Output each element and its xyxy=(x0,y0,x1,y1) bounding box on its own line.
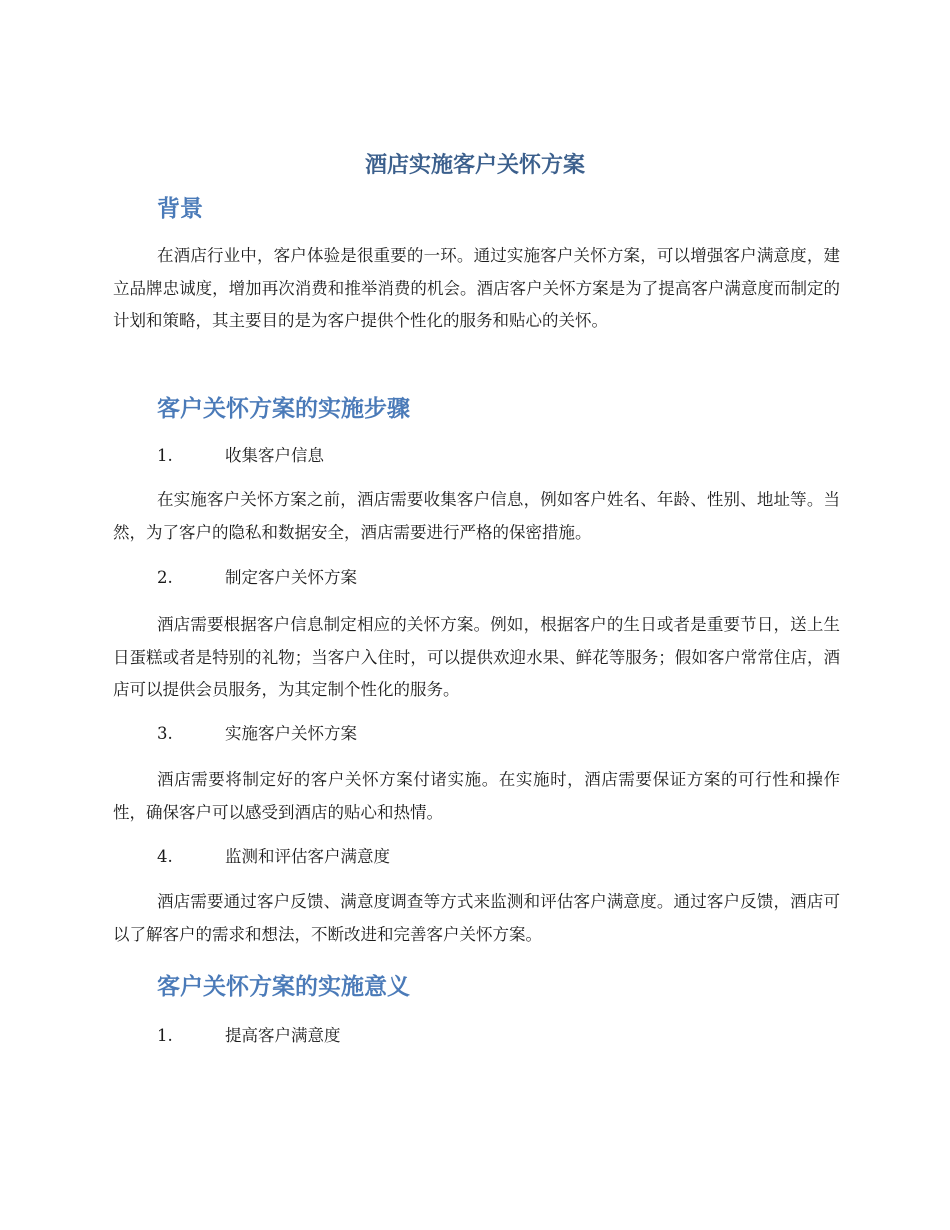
background-paragraph: 在酒店行业中，客户体验是很重要的一环。通过实施客户关怀方案，可以增强客户满意度，建立品牌忠诚度，增加再次消费和推举消费的机会。酒店客户关怀方案是为了提高客户满意度而制定的计划和策略，其主要目的是为客户提供个性化的服务和贴心的关怀。 xyxy=(113,246,840,330)
list-number: 3. xyxy=(157,724,173,743)
step-2-paragraph: 酒店需要根据客户信息制定相应的关怀方案。例如，根据客户的生日或者是重要节日，送上生日蛋糕或者是特别的礼物；当客户入住时，可以提供欢迎水果、鲜花等服务；假如客户常常住店，酒店可以提供会员服务，为其定制个性化的服务。 xyxy=(113,615,840,699)
list-item-title: 监测和评估客户满意度 xyxy=(225,847,390,866)
step-1-paragraph: 在实施客户关怀方案之前，酒店需要收集客户信息，例如客户姓名、年龄、性别、地址等。当然，为了客户的隐私和数据安全，酒店需要进行严格的保密措施。 xyxy=(113,490,840,542)
list-item-title: 收集客户信息 xyxy=(225,446,324,465)
list-item-title: 提高客户满意度 xyxy=(225,1026,341,1045)
list-number: 2. xyxy=(157,568,173,587)
list-item-title: 实施客户关怀方案 xyxy=(225,724,357,743)
list-item-title: 制定客户关怀方案 xyxy=(225,568,357,587)
document-title: 酒店实施客户关怀方案 xyxy=(364,153,585,178)
section-heading-significance: 客户关怀方案的实施意义 xyxy=(157,974,410,1000)
list-item-step-1 xyxy=(157,440,324,472)
section-heading-background: 背景 xyxy=(157,196,203,222)
list-item-significance-1 xyxy=(157,1020,341,1052)
list-number: 1. xyxy=(157,1026,173,1045)
section-heading-steps: 客户关怀方案的实施步骤 xyxy=(157,396,410,422)
step-3-paragraph: 酒店需要将制定好的客户关怀方案付诸实施。在实施时，酒店需要保证方案的可行性和操作性，确保客户可以感受到酒店的贴心和热情。 xyxy=(113,770,840,822)
list-item-step-2 xyxy=(157,562,357,594)
list-number: 1. xyxy=(157,446,173,465)
list-item-step-4 xyxy=(157,841,390,873)
step-4-paragraph: 酒店需要通过客户反馈、满意度调查等方式来监测和评估客户满意度。通过客户反馈，酒店可以了解客户的需求和想法，不断改进和完善客户关怀方案。 xyxy=(113,892,840,944)
list-number: 4. xyxy=(157,847,173,866)
list-item-step-3 xyxy=(157,718,357,750)
